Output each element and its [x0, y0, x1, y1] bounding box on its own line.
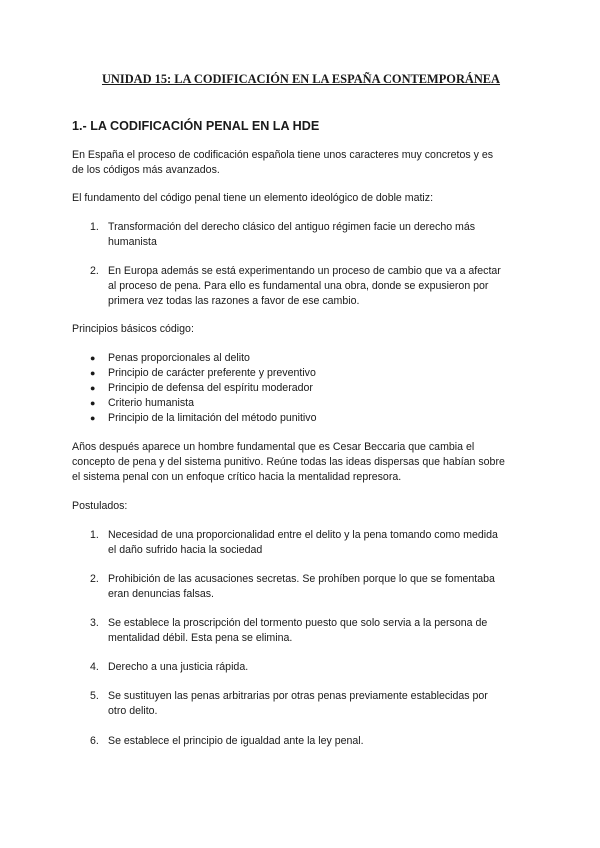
text-line: Prohibición de las acusaciones secretas. Se prohíben porque lo que se fomentaba: [108, 573, 495, 585]
bullet-item: [90, 366, 316, 381]
principios-label: [72, 322, 530, 337]
list-number: 4.: [90, 661, 99, 673]
text-line: Se sustituyen las penas arbitrarias por otras penas previamente establecidas por: [108, 690, 488, 702]
section-heading: 1.- LA CODIFICACIÓN PENAL EN LA HDE: [72, 119, 320, 133]
text-line: Se establece el principio de igualdad ante la ley penal.: [108, 735, 364, 747]
text-line: Principios básicos código:: [72, 323, 194, 335]
text-line: humanista: [108, 236, 157, 248]
list-number: 2.: [90, 573, 99, 585]
text-line: mentalidad débil. Esta pena se elimina.: [108, 632, 293, 644]
list-number: 1.: [90, 221, 99, 233]
list-number: 1.: [90, 529, 99, 541]
bullet-item: [90, 381, 313, 396]
text-line: Años después aparece un hombre fundamental que es Cesar Beccaria que cambia el: [72, 441, 475, 453]
text-line: primera vez todas las razones a favor de ese cambio.: [108, 295, 360, 307]
list-number: 3.: [90, 617, 99, 629]
text-line: Postulados:: [72, 500, 128, 512]
text-line: Derecho a una justicia rápida.: [108, 661, 249, 673]
text-line: eran denuncias falsas.: [108, 588, 215, 600]
text-line: al proceso de pena. Para ello es fundamental una obra, donde se expusieron por: [108, 280, 489, 292]
intro-paragraph: [72, 148, 530, 178]
page-title: UNIDAD 15: LA CODIFICACIÓN EN LA ESPAÑA CONTEMPORÁNEA: [101, 72, 501, 86]
bullet-icon: ●: [90, 383, 96, 393]
bullet-icon: ●: [90, 353, 96, 363]
bullet-text: Penas proporcionales al delito: [108, 352, 250, 364]
bullet-text: Criterio humanista: [108, 397, 194, 409]
text-line: Necesidad de una proporcionalidad entre el delito y la pena tomando como medida: [108, 529, 498, 541]
text-line: Transformación del derecho clásico del antiguo régimen facie un derecho más: [108, 221, 476, 233]
bullet-icon: ●: [90, 398, 96, 408]
text-line: El fundamento del código penal tiene un elemento ideológico de doble matiz:: [72, 192, 434, 204]
text-line: concepto de pena y del sistema punitivo. Reúne todas las ideas dispersas que habían sobre: [72, 456, 505, 468]
text-line: Se establece la proscripción del tormento puesto que solo servia a la persona de: [108, 617, 488, 629]
bullet-icon: ●: [90, 368, 96, 378]
text-line: otro delito.: [108, 705, 158, 717]
text-line: En Europa además se está experimentando un proceso de cambio que va a afectar: [108, 265, 501, 277]
text-line: el daño sufrido hacia la sociedad: [108, 544, 263, 556]
fundamento-paragraph: [72, 191, 530, 206]
bullet-item: [90, 351, 250, 366]
list-number: 5.: [90, 690, 99, 702]
bullet-icon: ●: [90, 413, 96, 423]
bullet-text: Principio de la limitación del método punitivo: [108, 412, 317, 424]
text-line: el sistema penal con un enfoque crítico hacia la mentalidad represora.: [72, 471, 402, 483]
postulados-label: [72, 499, 530, 514]
beccaria-paragraph: [72, 440, 530, 485]
bullet-text: Principio de carácter preferente y preventivo: [108, 367, 316, 379]
list-number: 6.: [90, 735, 99, 747]
text-line: de los códigos más avanzados.: [72, 164, 220, 176]
bullet-item: [90, 396, 194, 411]
text-line: En España el proceso de codificación española tiene unos caracteres muy concretos y es: [72, 149, 494, 161]
list-number: 2.: [90, 265, 99, 277]
bullet-text: Principio de defensa del espíritu moderador: [108, 382, 313, 394]
bullet-item: [90, 411, 316, 426]
